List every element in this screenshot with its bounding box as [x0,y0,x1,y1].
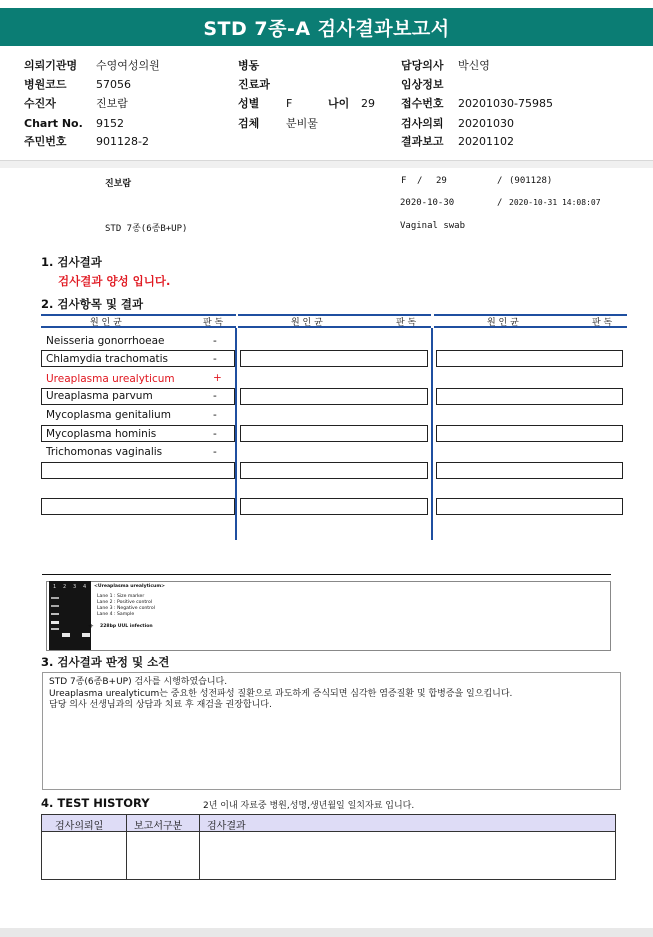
column-header-2 [238,314,431,328]
label-hospital-code: 병원코드 [24,78,67,91]
value-resident-no: 901128-2 [96,135,149,148]
organism-name: Neisseria gonorrhoeae [46,335,165,347]
patient-age: 29 [436,176,447,186]
organism-result: - [213,446,217,458]
gel-arrow-icon: ◀- [88,624,94,629]
organism-result: - [213,335,217,347]
history-col-report-type: 보고서구분 [134,821,183,832]
patient-name: 진보람 [105,179,132,189]
col-org-label: 원 인 균 [487,317,519,328]
opinion-line: 담당 의사 선생님과의 상담과 치료 후 재검을 권장합니다. [49,700,272,710]
gel-marker-band [51,621,59,624]
result-row-box [436,462,623,479]
label-ward: 병동 [238,59,260,72]
history-note: 2년 이내 자료중 병원,성명,생년월일 일치자료 입니다. [203,801,415,811]
label-clinical-info: 임상정보 [401,78,444,91]
column-header-3 [434,314,627,328]
label-department: 진료과 [238,78,270,91]
label-request-date: 검사의뢰 [401,117,444,130]
label-report-date: 결과보고 [401,135,444,148]
gel-legend-line: Lane 2 : Positive control [97,600,153,605]
value-chart-no: 9152 [96,117,124,130]
value-specimen: 분비물 [286,117,318,130]
gel-legend-line: Lane 1 : Size marker [97,594,145,599]
label-chart-no: Chart No. [24,117,83,130]
label-sex: 성별 [238,97,260,110]
result-row-box [240,498,428,515]
history-col-divider [126,815,127,879]
history-table [41,814,616,880]
result-row-box [436,350,623,367]
patient-sex: F [401,176,407,186]
result-row-box [41,498,235,515]
value-doctor: 박신영 [458,59,490,72]
organism-result: - [213,409,217,421]
header-divider [0,160,653,168]
section-2-title: 2. 검사항목 및 결과 [41,297,144,311]
gel-lane-label: 4 [83,584,87,590]
result-row-box [240,350,428,367]
positive-message: 검사결과 양성 입니다. [58,274,171,288]
column-header-1 [41,314,236,328]
col-judge-label: 판 독 [396,317,417,328]
gel-marker-band [51,613,59,615]
column-divider [235,328,237,540]
label-resident-no: 주민번호 [24,135,67,148]
test-name: STD 7종(6종B+UP) [105,224,188,234]
page-bottom-bar [0,928,653,937]
gel-marker-band [51,597,59,599]
value-sex: F [286,97,293,110]
gel-band-label: 228bp UUL infection [100,624,153,629]
separator: / [497,198,503,208]
col-judge-label: 판 독 [203,317,224,328]
gel-positive-band [62,633,70,637]
separator: / [417,176,423,186]
gel-heading: <Ureaplasma urealyticum> [94,584,165,589]
organism-result: - [213,428,217,440]
value-request-date: 20201030 [458,117,514,130]
report-title: STD 7종-A 검사결과보고서 [0,8,653,46]
label-specimen: 검체 [238,117,260,130]
label-doctor: 담당의사 [401,59,444,72]
section-1-title: 1. 검사결과 [41,255,102,269]
organism-name: Mycoplasma genitalium [46,409,171,421]
value-report-date: 20201102 [458,135,514,148]
organism-name-positive: Ureaplasma urealyticum [46,373,175,385]
gel-marker-band [51,628,59,630]
section-4-title: 4. TEST HISTORY [41,796,150,810]
collected-date: 2020-10-30 [400,198,455,208]
value-hospital-code: 57056 [96,78,131,91]
value-age: 29 [361,97,375,110]
gel-sample-band [82,633,90,637]
gel-lane-label: 2 [63,584,67,590]
organism-name: Chlamydia trachomatis [46,353,169,365]
history-col-request-date: 검사의뢰일 [55,821,104,832]
value-receipt-no: 20201030-75985 [458,97,553,110]
gel-marker-band [51,605,59,607]
label-institution: 의뢰기관명 [24,59,78,72]
separator: / [497,176,503,186]
result-row-box [436,425,623,442]
patient-birth: (901128) [509,176,553,186]
organism-result: - [213,353,217,365]
label-age: 나이 [328,97,350,110]
organism-name: Mycoplasma hominis [46,428,157,440]
column-divider [431,328,433,540]
result-row-box [240,425,428,442]
gel-electrophoresis-image [49,581,94,650]
gel-legend-line: Lane 3 : Negative control [97,606,155,611]
col-judge-label: 판 독 [592,317,613,328]
organism-name: Trichomonas vaginalis [46,446,163,458]
opinion-box [42,672,621,790]
result-row-box [436,498,623,515]
result-row-box [436,388,623,405]
opinion-line: STD 7종(6종B+UP) 검사를 시행하였습니다. [49,677,228,687]
result-row-box [41,462,235,479]
col-org-label: 원 인 균 [291,317,323,328]
label-patient: 수진자 [24,97,56,110]
gel-lane-label: 1 [53,584,57,590]
specimen-type: Vaginal swab [400,221,466,231]
organism-result-positive: + [213,372,222,384]
result-row-box [240,388,428,405]
label-receipt-no: 접수번호 [401,97,444,110]
organism-result: - [213,390,217,402]
history-table-header [42,815,615,832]
value-institution: 수영여성의원 [96,59,160,72]
section-3-title: 3. 검사결과 판정 및 소견 [41,655,170,669]
history-col-divider [199,815,200,879]
opinion-line: Ureaplasma urealyticum는 중요한 성전파성 질환으로 과도하게 증식되면 심각한 염증질환 및 합병증을 일으킵니다. [49,688,513,699]
gel-lane-label: 3 [73,584,77,590]
organism-name: Ureaplasma parvum [46,390,153,402]
gel-legend-line: Lane 4 : Sample [97,612,135,617]
reported-datetime: 2020-10-31 14:08:07 [509,198,601,207]
value-patient: 진보람 [96,97,128,110]
history-col-result: 검사결과 [207,821,246,832]
col-org-label: 원 인 균 [90,317,122,328]
result-row-box [240,462,428,479]
